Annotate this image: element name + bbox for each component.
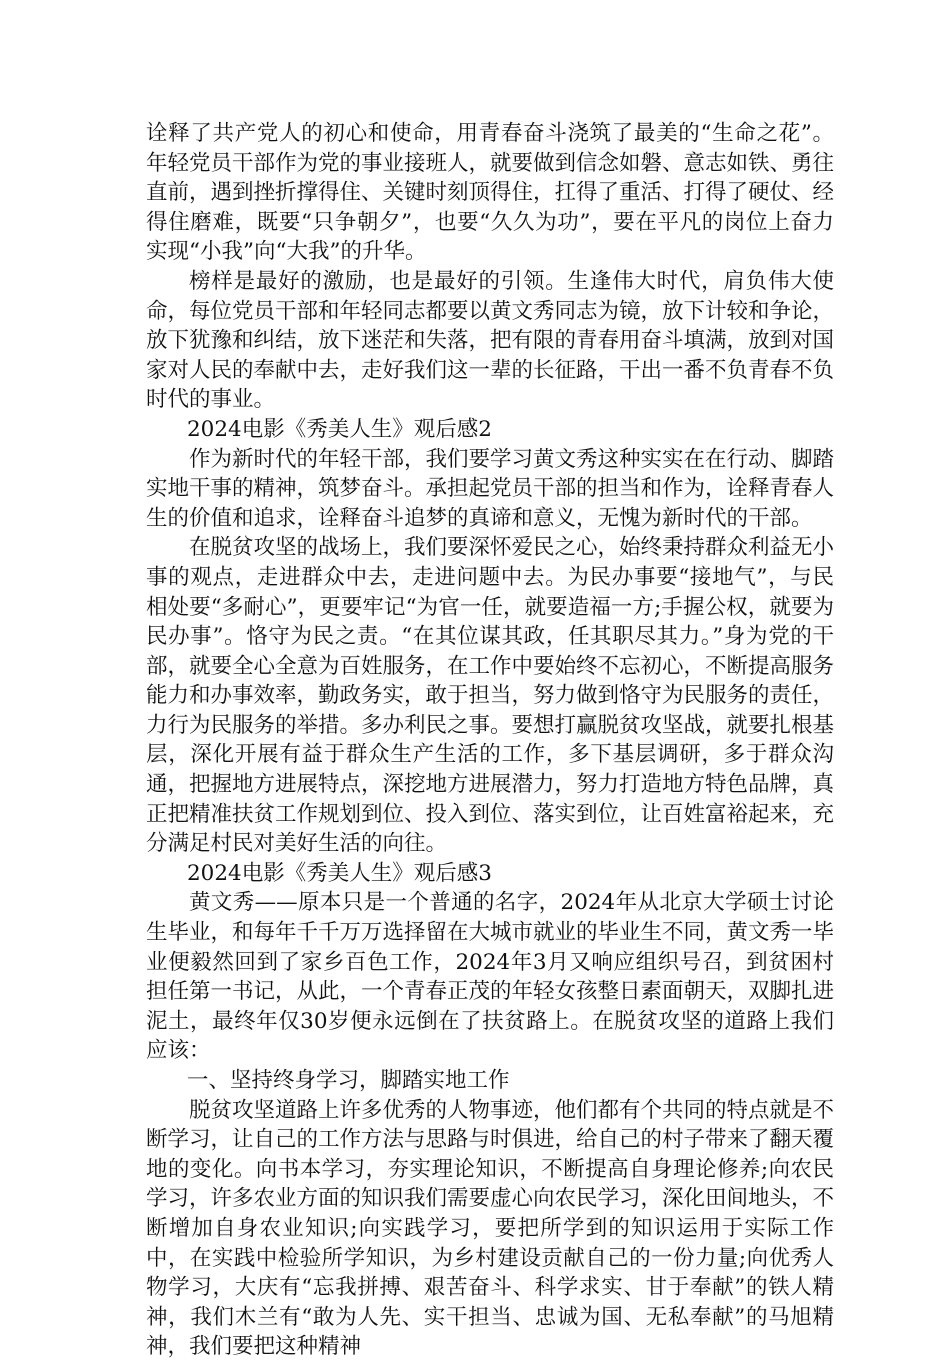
paragraph: 作为新时代的年轻干部，我们要学习黄文秀这种实实在在行动、脚踏实地干事的精神，筑梦奋斗。承担起党员干部的担当和作为，诠释青春人生的价值和追求，诠释奋斗追梦的真谛和意义，无愧为新时代的干部。	[146, 446, 835, 531]
section-heading: 2024电影《秀美人生》观后感2	[187, 416, 492, 442]
section-heading: 2024电影《秀美人生》观后感3	[187, 860, 492, 886]
paragraph: 在脱贫攻坚的战场上，我们要深怀爱民之心，始终秉持群众利益无小事的观点，走进群众中去，走进问题中去。为民办事要“接地气”，与民相处要“多耐心”，更要牢记“为官一任，就要造福一方;手握公权，就要为民办事”。恪守为民之责。“在其位谋其政，任其职尽其力。”身为党的干部，就要全心全意为百姓服务，在工作中要始终不忘初心，不断提高服务能力和办事效率，勤政务实，敢于担当，努力做到恪守为民服务的责任，力行为民服务的举措。多办利民之事。要想打赢脱贫攻坚战，就要扎根基层，深化开展有益于群众生产生活的工作，多下基层调研，多于群众沟通，把握地方进展特点，深挖地方进展潜力，努力打造地方特色品牌，真正把精准扶贫工作规划到位、投入到位、落实到位，让百姓富裕起来，充分满足村民对美好生活的向往。	[146, 535, 835, 857]
paragraph: 诠释了共产党人的初心和使命，用青春奋斗浇筑了最美的“生命之花”。年轻党员干部作为党的事业接班人，就要做到信念如磐、意志如铁、勇往直前，遇到挫折撑得住、关键时刻顶得住，扛得了重活、打得了硬仗、经得住磨难，既要“只争朝夕”，也要“久久为功”，要在平凡的岗位上奋力实现“小我”向“大我”的升华。	[146, 121, 835, 265]
document-page	[146, 119, 834, 1362]
section-heading: 一、坚持终身学习，脚踏实地工作	[187, 1068, 510, 1093]
paragraph: 榜样是最好的激励，也是最好的引领。生逢伟大时代，肩负伟大使命，每位党员干部和年轻同志都要以黄文秀同志为镜，放下计较和争论，放下犹豫和纠结，放下迷茫和失落，把有限的青春用奋斗填满，放到对国家对人民的奉献中去，走好我们这一辈的长征路，干出一番不负青春不负时代的事业。	[146, 268, 835, 413]
paragraph: 脱贫攻坚道路上许多优秀的人物事迹，他们都有个共同的特点就是不断学习，让自己的工作方法与思路与时俱进，给自己的村子带来了翻天覆地的变化。向书本学习，夯实理论知识，不断提高自身理论修养;向农民学习，许多农业方面的知识我们需要虚心向农民学习，深化田间地头，不断增加自身农业知识;向实践学习，要把所学到的知识运用于实际工作中，在实践中检验所学知识，为乡村建设贡献自己的一份力量;向优秀人物学习，大庆有“忘我拼搏、艰苦奋斗、科学求实、甘于奉献”的铁人精神，我们木兰有“敢为人先、实干担当、忠诚为国、无私奉献”的马旭精神，我们要把这种精神	[146, 1097, 835, 1360]
paragraph: 黄文秀——原本只是一个普通的名字，2024年从北京大学硕士讨论生毕业，和每年千千万万选择留在大城市就业的毕业生不同，黄文秀一毕业便毅然回到了家乡百色工作，2024年3月又响应组织号召，到贫困村担任第一书记，从此，一个青春正茂的年轻女孩整日素面朝天，双脚扎进泥土，最终年仅30岁便永远倒在了扶贫路上。在脱贫攻坚的道路上我们应该：	[146, 890, 835, 1064]
